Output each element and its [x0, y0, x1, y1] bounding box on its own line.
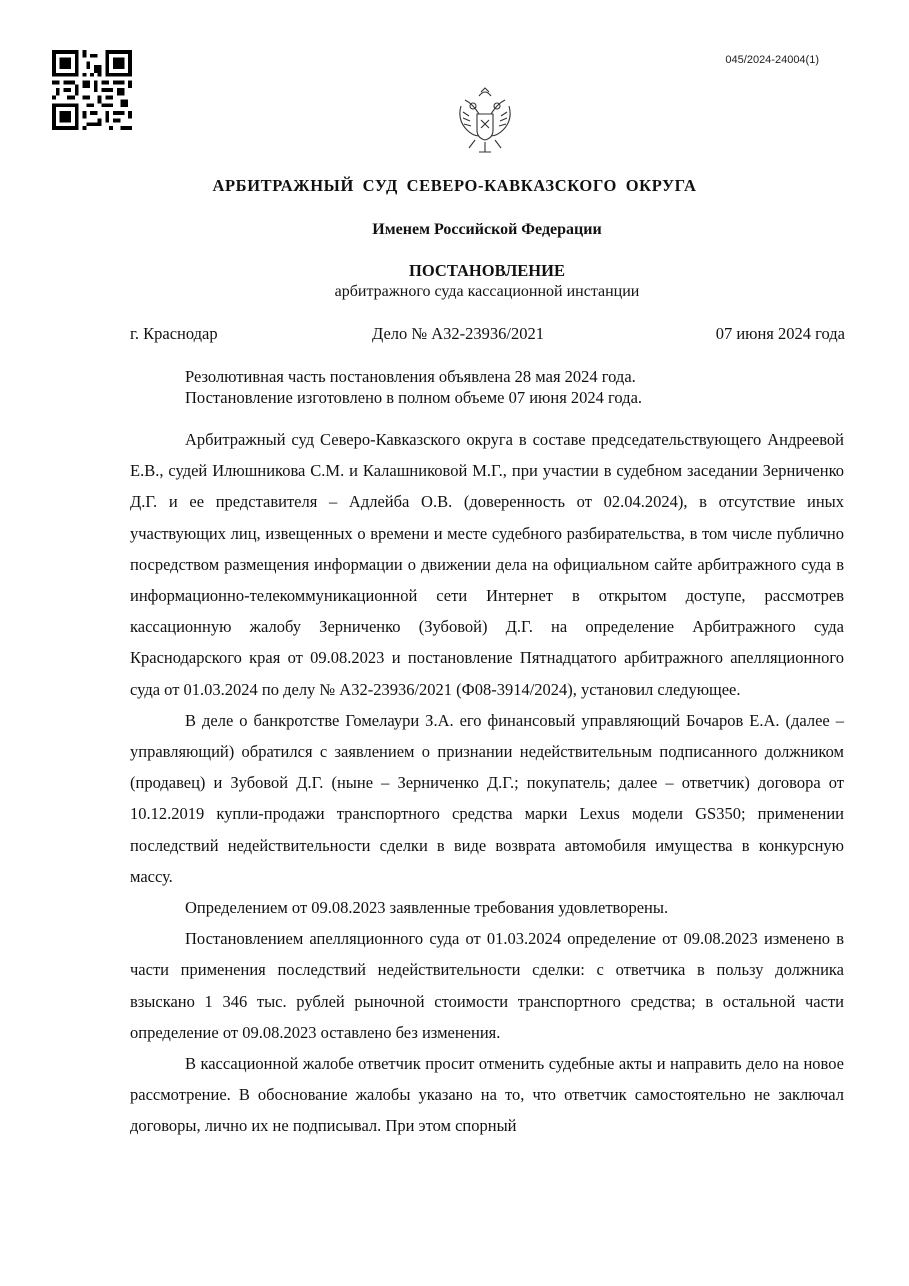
paragraph: Постановлением апелляционного суда от 01.03.2024 определение от 09.08.2023 изменено в части применения последствий недействительности сделки: с ответчика в пользу должника взыскано 1 346 тыс. рублей рыночной стоимости транспортного средства; в остальной части определение от 09.08.2023 оставлено без изменения.: [130, 929, 844, 1042]
qr-code-icon: [52, 50, 132, 130]
full-text-made-line: Постановление изготовлено в полном объеме 07 июня 2024 года.: [185, 388, 643, 407]
document-subtitle: арбитражного суда кассационной инстанции: [334, 283, 640, 300]
document-number: 045/2024-24004(1): [725, 54, 819, 66]
court-name: АРБИТРАЖНЫЙ СУД СЕВЕРО-КАВКАЗСКОГО ОКРУГА: [212, 176, 697, 195]
document-body: [130, 424, 844, 1142]
case-details-line: [130, 324, 845, 344]
city-label: г. Краснодар: [130, 324, 218, 343]
in-the-name-heading: Именем Российской Федерации: [372, 221, 602, 238]
document-type-heading: ПОСТАНОВЛЕНИЕ: [409, 261, 565, 280]
paragraph: Определением от 09.08.2023 заявленные требования удовлетворены.: [185, 898, 669, 918]
case-number: Дело № А32-23936/2021: [372, 324, 545, 343]
resolution-announced-line: Резолютивная часть постановления объявлена 28 мая 2024 года.: [185, 367, 636, 386]
decision-meta: [185, 366, 642, 408]
paragraph: Арбитражный суд Северо-Кавказского округа в составе председательствующего Андреевой Е.В., судей Илюшникова С.М. и Калашниковой М.Г., при участии в судебном заседании Зерниченко Д.Г. и ее представителя – Адлейба О.В. (доверенность от 02.04.2024), в отсутствие иных участвующих лиц, извещенных о времени и месте судебного разбирательства, в том числе публично посредством размещения информации о движении дела на официальном сайте арбитражного суда в информационно-телекоммуникационной сети Интернет в открытом доступе, рассмотрев кассационную жалобу Зерниченко (Зубовой) Д.Г. на определение Арбитражного суда Краснодарского края от 09.08.2023 и постановление Пятнадцатого арбитражного апелляционного суда от 01.03.2024 по делу № А32-23936/2021 (Ф08-3914/2024), установил следующее.: [130, 430, 844, 699]
russian-coat-of-arms-icon: [453, 86, 517, 158]
decision-date: 07 июня 2024 года: [715, 324, 845, 343]
paragraph: В деле о банкротстве Гомелаури З.А. его финансовый управляющий Бочаров Е.А. (далее – управляющий) обратился с заявлением о признании недействительным подписанного должником (продавец) и Зубовой Д.Г. (ныне – Зерниченко Д.Г.; покупатель; далее – ответчик) договора от 10.12.2019 купли-продажи транспортного средства марки Lexus модели GS350; применении последствий недействительности сделки в виде возврата автомобиля имущества в конкурсную массу.: [130, 710, 844, 886]
paragraph: В кассационной жалобе ответчик просит отменить судебные акты и направить дело на новое рассмотрение. В обоснование жалобы указано на то, что ответчик самостоятельно не заключал договоры, лично их не подписывал. При этом спорный: [130, 1054, 844, 1136]
